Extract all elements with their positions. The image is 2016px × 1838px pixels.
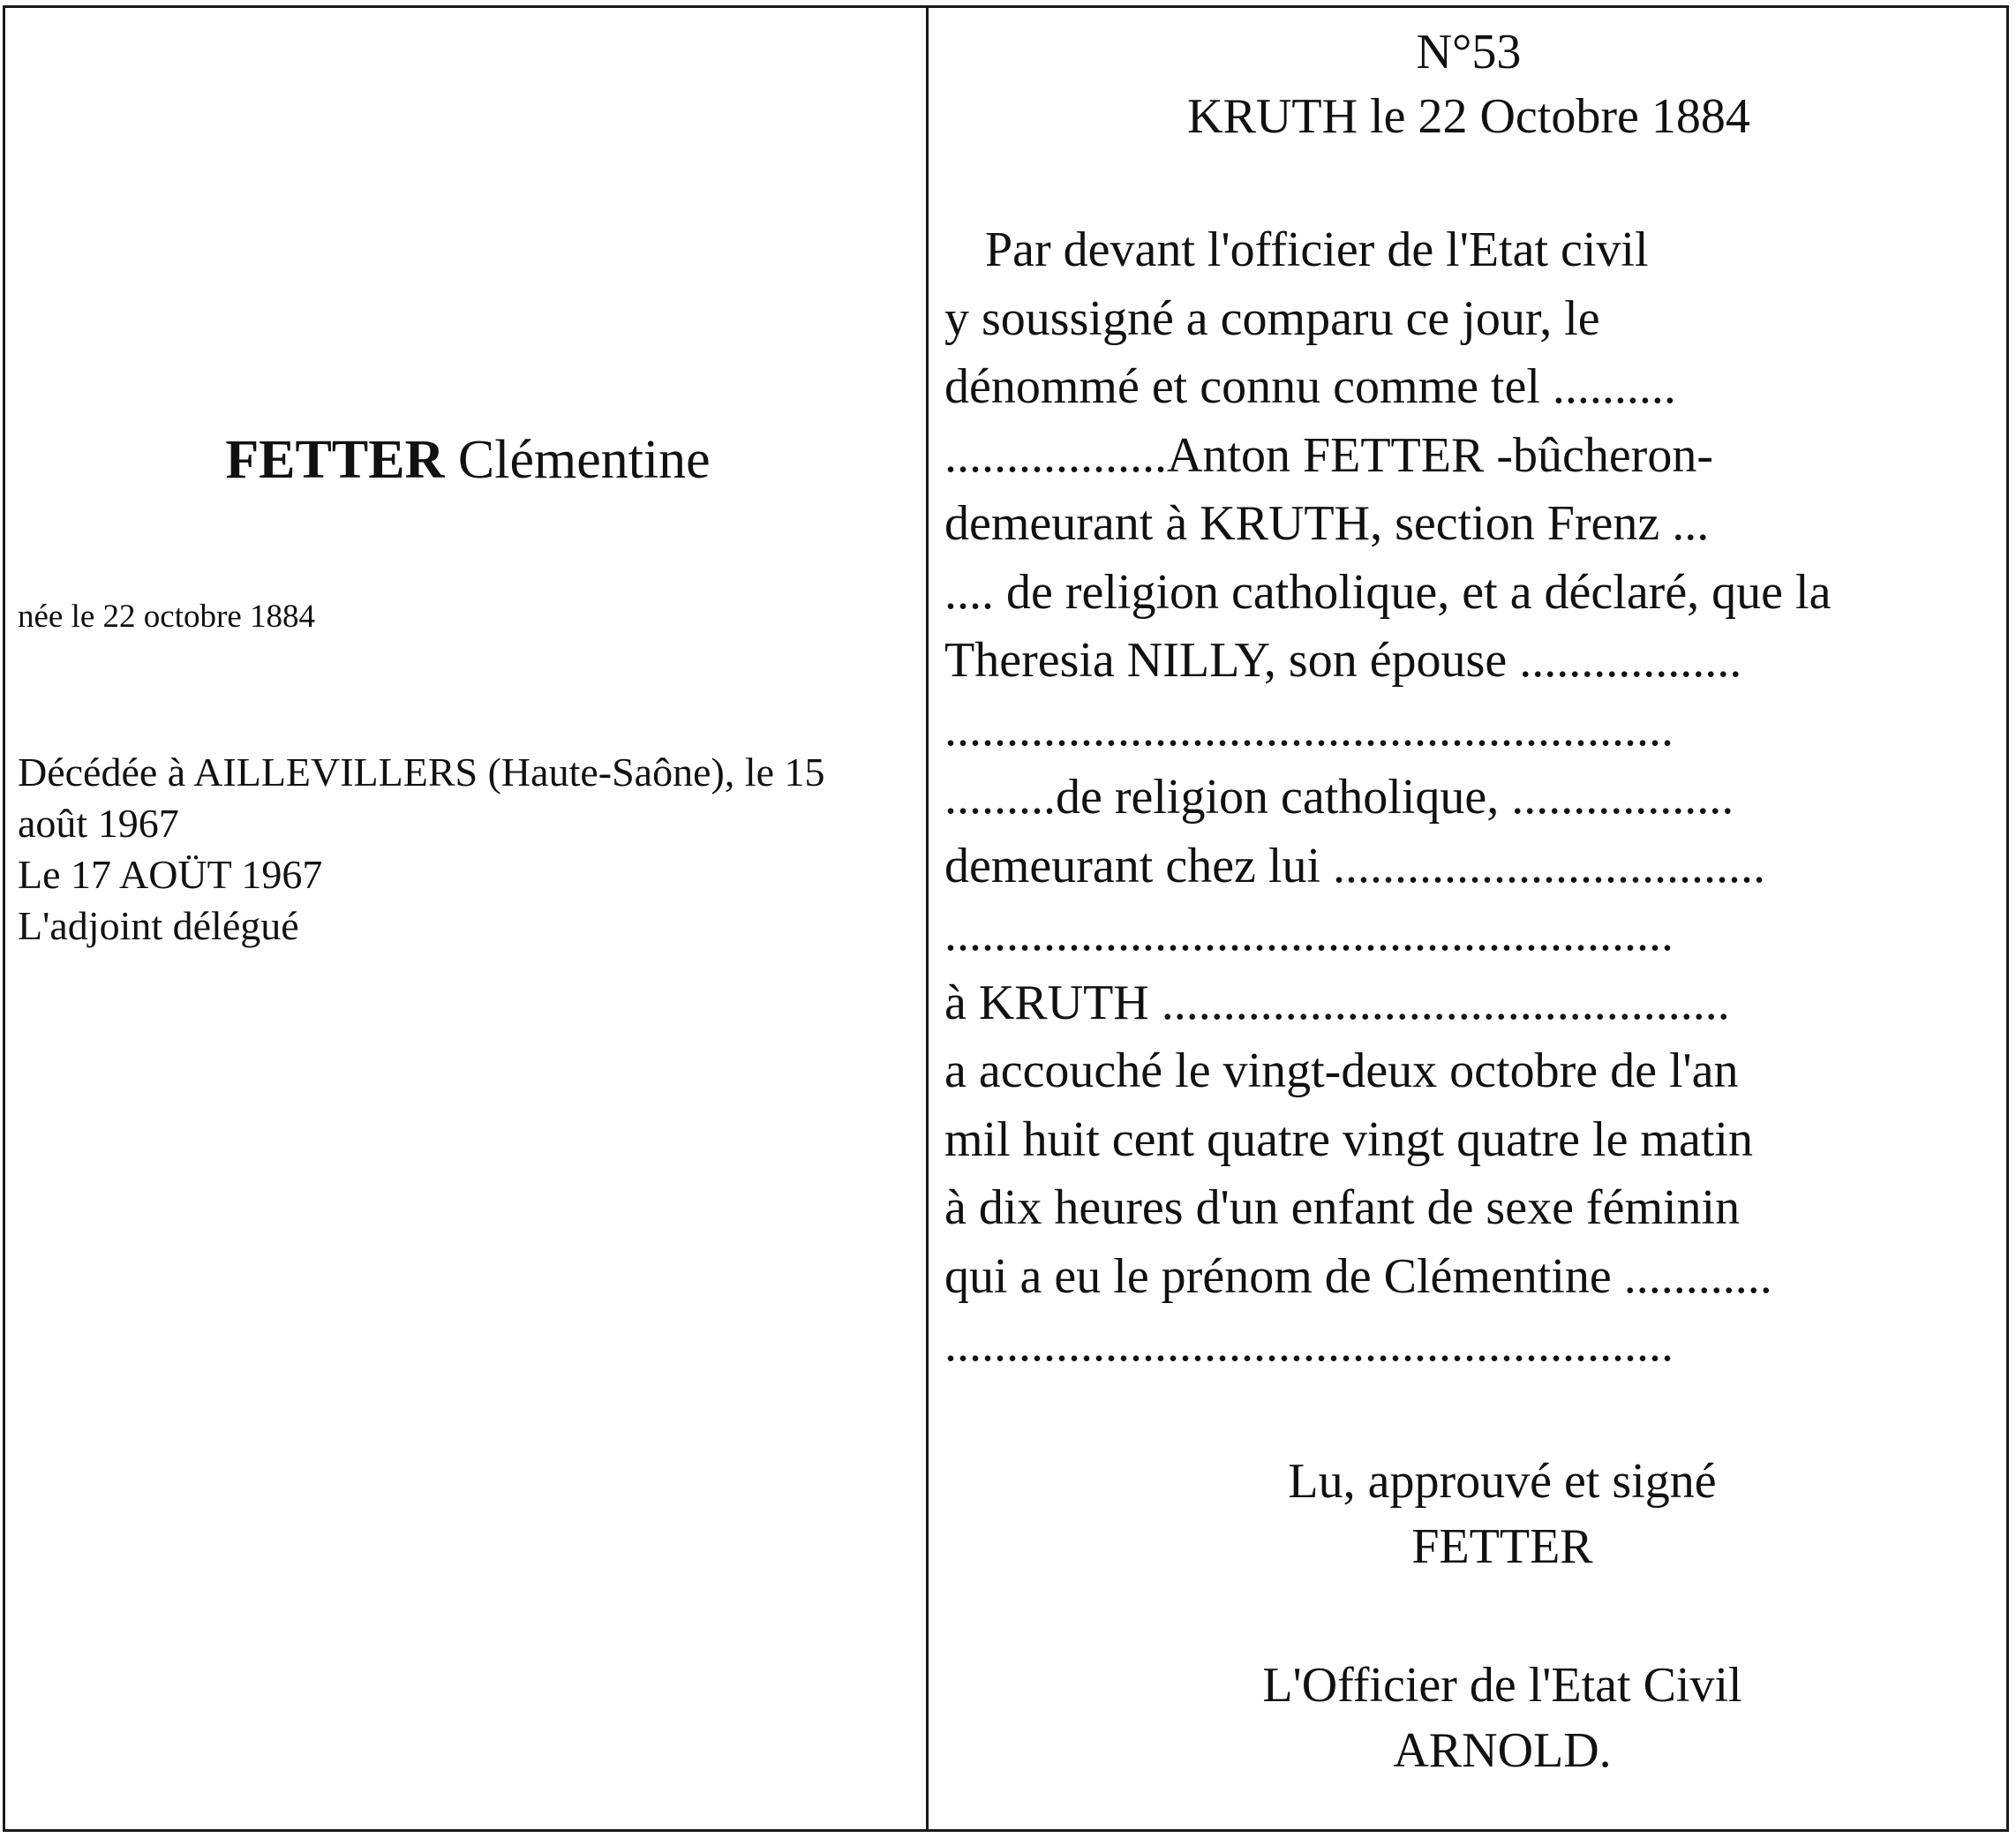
dotted-line: ...........................................................: [944, 907, 1674, 961]
death-note-line: L'adjoint délégué: [18, 903, 299, 948]
act-text-line: dénommé et connu comme tel ..........: [944, 359, 1676, 414]
act-text-line: a accouché le vingt-deux octobre de l'an: [944, 1043, 1739, 1098]
approval-line: Lu, approuvé et signé: [1288, 1454, 1717, 1509]
person-surname: FETTER: [225, 430, 445, 490]
act-text-line: demeurant chez lui ...................................: [944, 839, 1766, 893]
dotted-line: ...........................................................: [944, 1317, 1674, 1372]
officer-title: L'Officier de l'Etat Civil: [1262, 1658, 1742, 1713]
act-text-line: à KRUTH ..............................................: [944, 975, 1730, 1030]
dotted-line: ...........................................................: [944, 702, 1674, 757]
act-place-date: KRUTH le 22 Octobre 1884: [1187, 89, 1750, 144]
act-text-line: demeurant à KRUTH, section Frenz ...: [944, 496, 1710, 551]
act-number: N°53: [1416, 25, 1522, 79]
act-text-line: Theresia NILLY, son épouse ..................: [944, 633, 1742, 688]
act-text-line: y soussigné a comparu ce jour, le: [944, 291, 1600, 346]
act-text-line: .... de religion catholique, et a déclaré, que la: [944, 565, 1832, 620]
officer-name: ARNOLD.: [1393, 1723, 1612, 1778]
death-note-line: Le 17 AOÜT 1967: [18, 852, 323, 897]
act-text-line: qui a eu le prénom de Clémentine ............: [944, 1249, 1772, 1304]
death-note: [18, 747, 909, 952]
death-note-line: août 1967: [18, 801, 179, 846]
declarant-signature: FETTER: [1411, 1519, 1593, 1574]
birth-note: née le 22 octobre 1884: [18, 599, 315, 635]
act-text-line: Par devant l'officier de l'Etat civil: [985, 222, 1649, 277]
death-note-line: Décédée à AILLEVILLERS (Haute-Saône), le 15: [18, 750, 825, 795]
act-text-line: mil huit cent quatre vingt quatre le matin: [944, 1112, 1753, 1167]
act-text-line: ..................Anton FETTER -bûcheron-: [944, 428, 1713, 483]
person-name: [106, 429, 830, 491]
act-text-line: .........de religion catholique, ..................: [944, 770, 1734, 825]
person-given-name: Clémentine: [457, 430, 711, 490]
act-text-line: à dix heures d'un enfant de sexe féminin: [944, 1180, 1741, 1235]
